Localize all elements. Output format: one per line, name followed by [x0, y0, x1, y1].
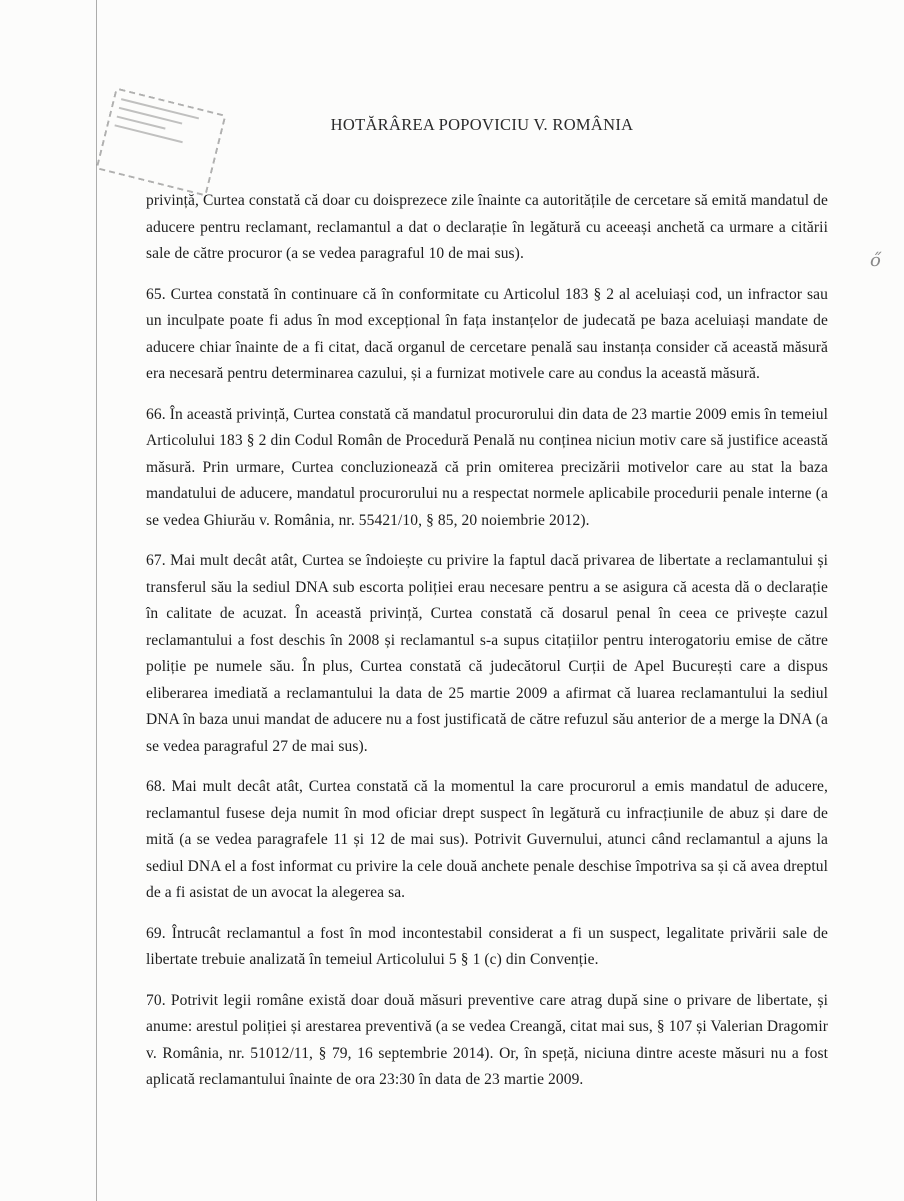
paragraph-66: 66. În această privință, Curtea constată că mandatul procurorului din data de 23 martie 2009 emis în temeiul Articolului 183 § 2 din Codul Român de Procedură Penală nu conținea niciun motiv care să justifice această măsură. Prin urmare, Curtea concluzionează că prin omiterea precizării motivelor care au stat la baza mandatului de aducere, mandatul procurorului nu a respectat normele aplicabile procedurii penale interne (a se vedea Ghiurău v. România, nr. 55421/10, § 85, 20 noiembrie 2012). [146, 405, 828, 529]
paragraph-70: 70. Potrivit legii române există doar două măsuri preventive care atrag după sine o privare de libertate, și anume: arestul poliției și arestarea preventivă (a se vedea Creangă, citat mai sus, § 107 și Valerian Dragomir v. România, nr. 51012/11, § 79, 16 septembrie 2014). Or, în speță, niciuna dintre aceste măsuri nu a fost aplicată reclamantului înainte de ora 23:30 în data de 23 martie 2009. [146, 991, 828, 1088]
binding-edge-line [96, 0, 97, 1201]
margin-handwritten-mark: ő [870, 250, 881, 271]
paragraph-65: 65. Curtea constată în continuare că în conformitate cu Articolul 183 § 2 al aceluiași cod, un infractor sau un inculpate poate fi adus în mod excepțional în fața instanțelor de judecată pe baza aceluiași mandate de aducere chiar înainte de a fi citat, dacă organul de cercetare penală sau instanța consider că această măsură era necesară pentru determinarea cazului, și a furnizat motivele care au condus la această măsură. [146, 285, 828, 382]
paragraph-68: 68. Mai mult decât atât, Curtea constată că la momentul la care procurorul a emis mandatul de aducere, reclamantul fusese deja numit în mod oficiar drept suspect în legătură cu infracțiunile de abuz și dare de mită (a se vedea paragrafele 11 și 12 de mai sus). Potrivit Guvernului, atunci când reclamantul a ajuns la sediul DNA el a fost informat cu privire la cele două anchete penale deschise împotriva sa și că avea dreptul de a fi asistat de un avocat la alegerea sa. [146, 778, 828, 901]
paragraph-continuation: privință, Curtea constată că doar cu doisprezece zile înainte ca autoritățile de cercetare să emită mandatul de aducere pentru reclamant, reclamantul a dat o declarație în legătură cu aceeași anchetă ca urmare a citării sale de către procuror (a se vedea paragraful 10 de mai sus). [146, 192, 828, 262]
registry-stamp-icon [96, 87, 227, 196]
document-header-title: HOTĂRÂREA POPOVICIU V. ROMÂNIA [330, 115, 634, 134]
paragraph-69: 69. Întrucât reclamantul a fost în mod incontestabil considerat a fi un suspect, legalitate privării sale de libertate trebuie analizată în temeiul Articolului 5 § 1 (c) din Convenție. [146, 924, 828, 968]
document-body [146, 188, 828, 1108]
paragraph-67: 67. Mai mult decât atât, Curtea se îndoiește cu privire la faptul dacă privarea de libertate a reclamantului și transferul său la sediul DNA sub escorta poliției erau necesare pentru a se asigura că acesta dă o declarație în calitate de acuzat. În această privință, Curtea constată că dosarul penal în ceea ce privește cazul reclamantului a fost deschis în 2008 și reclamantul s-a supus citațiilor pentru interogatoriu emise de către poliție pe numele său. În plus, Curtea constată că judecătorul Curții de Apel București care a dispus eliberarea imediată a reclamantului la data de 25 martie 2009 a afirmat că luarea reclamantului la sediul DNA în baza unui mandat de aducere nu a fost justificată de către refuzul său anterior de a merge la DNA (a se vedea paragraful 27 de mai sus). [146, 552, 828, 755]
